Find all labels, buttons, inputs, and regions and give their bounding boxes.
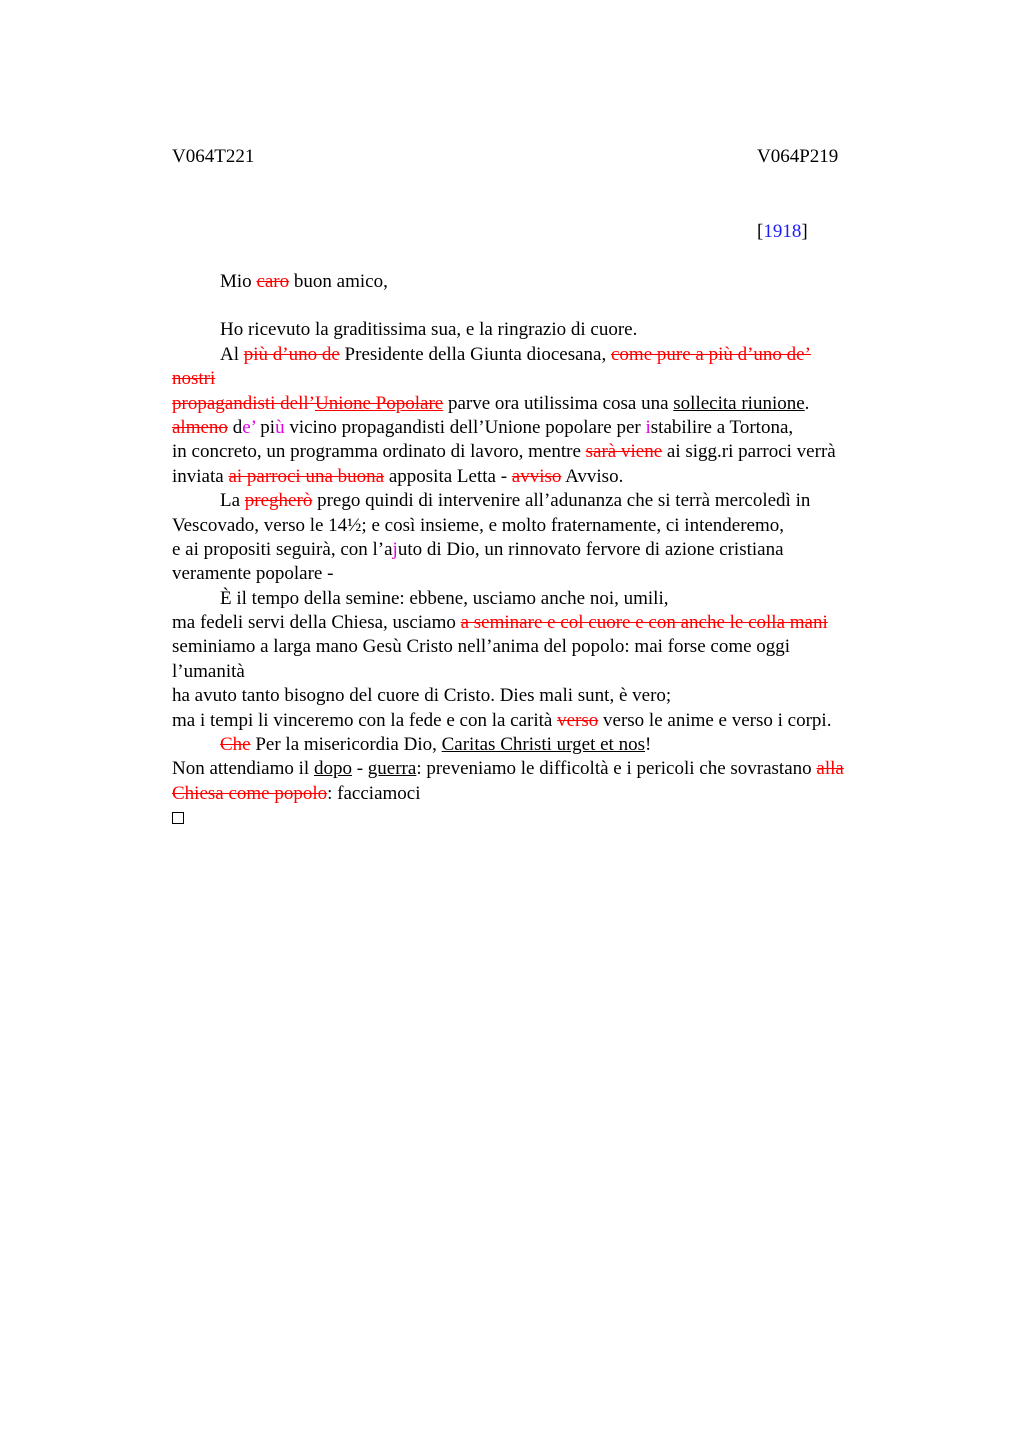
deleted-underlined-text: Unione Popolare [315,392,444,414]
letter-body [172,270,932,831]
text-line: ma i tempi li vinceremo con la fede e con la carità verso verso le anime e verso i corpi. [172,709,832,731]
text-line: ha avuto tanto bisogno del cuore di Cristo. Dies mali sunt, è vero; [172,685,672,707]
deleted-text: propagandisti dell’ [172,392,315,414]
text-line: inviata ai parroci una buona apposita Letta - avviso Avviso. [172,465,624,487]
checkbox-square-icon [172,812,184,824]
text-line: almeno de’ più vicino propagandisti dell’Unione popolare per istabilire a Tortona, [172,416,794,438]
date-open-bracket: [ [757,221,764,242]
underlined-text: sollecita riunione [673,392,805,414]
deleted-text: avviso [511,465,562,487]
text-line: Vescovado, verso le 14½; e così insieme, e molto fraternamente, ci intenderemo, [172,514,785,536]
inserted-text: i [645,416,651,438]
end-marker [172,806,932,830]
salutation: Mio caro buon amico, [220,271,388,292]
text-line: propagandisti dell’Unione Popolare parve ora utilissima cosa una sollecita riunione. [172,392,810,414]
text-line: Al più d’uno de Presidente della Giunta diocesana, come pure a più d’uno de’ [220,343,811,365]
deleted-text: alla [816,758,844,780]
date-close-bracket: ] [801,221,808,242]
deleted-text: sarà viene [585,441,663,463]
text-line: ma fedeli servi della Chiesa, usciamo a seminare e col cuore e con anche le colla mani [172,612,828,634]
text-line: La pregherò prego quindi di intervenire all’adunanza che si terrà mercoledì in [220,490,811,512]
deleted-text: verso [557,709,599,731]
deleted-text: ai parroci una buona [228,465,385,487]
deleted-text: Chiesa come popolo [172,782,328,804]
date-bracket [757,221,808,243]
underlined-text: dopo [313,758,352,780]
text-line: Ho ricevuto la graditissima sua, e la ringrazio di cuore. [220,319,638,341]
text-line: l’umanità [172,660,245,682]
text-line: in concreto, un programma ordinato di lavoro, mentre sarà viene ai sigg.ri parroci verrà [172,441,836,463]
text-line: seminiamo a larga mano Gesù Cristo nell’anima del popolo: mai forse come oggi [172,636,791,658]
underlined-text: Caritas Christi urget et nos [441,734,645,756]
text-line: È il tempo della semine: ebbene, usciamo anche noi, umili, [220,587,669,609]
text-line: Non attendiamo il dopo - guerra: preveniamo le difficoltà e i pericoli che sovrastano alla [172,758,844,780]
deleted-text: nostri [172,368,216,390]
document-code-left: V064T221 [172,146,255,167]
text-line: veramente popolare - [172,563,334,585]
text-line: Che Per la misericordia Dio, Caritas Christi urget et nos! [220,734,652,756]
deleted-text: almeno [172,416,228,438]
deleted-text: pregherò [244,490,313,512]
deleted-text: Che [220,734,251,756]
inserted-text: j [392,538,398,560]
deleted-text: più d’uno de [243,343,340,365]
deleted-text: come pure a più d’uno de’ [610,343,811,365]
text-line: e ai propositi seguirà, con l’ajuto di Dio, un rinnovato fervore di azione cristiana [172,538,784,560]
underlined-text: guerra [367,758,417,780]
deleted-text: caro [256,271,290,292]
page-code-right: V064P219 [757,146,839,167]
inserted-text: e’ [242,416,256,438]
text-line: Chiesa come popolo: facciamoci [172,782,421,804]
text-line [172,367,932,391]
date-year: 1918 [763,221,802,242]
inserted-text: ù [275,416,285,438]
deleted-text: a seminare e col cuore e con anche le colla mani [460,612,828,634]
